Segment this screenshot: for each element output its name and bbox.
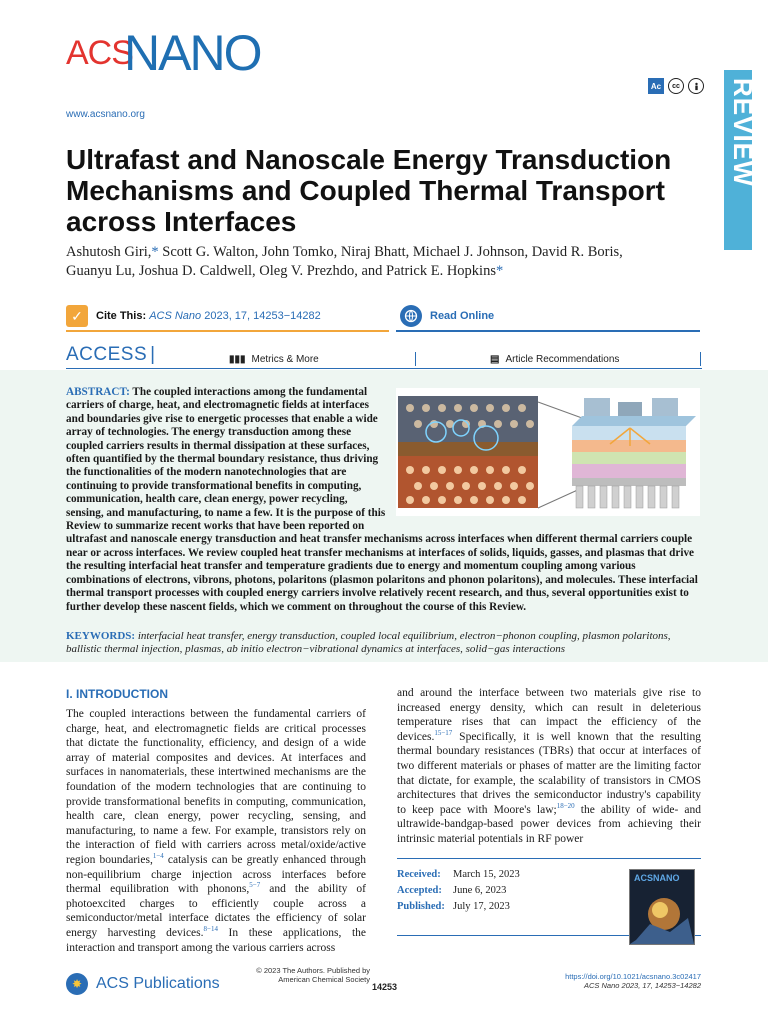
ref-link[interactable]: 1−4 bbox=[152, 852, 164, 861]
section-heading: I. INTRODUCTION bbox=[66, 687, 168, 701]
cite-journal[interactable]: ACS Nano bbox=[149, 310, 202, 322]
ref-link[interactable]: 8−14 bbox=[203, 925, 218, 934]
divider bbox=[415, 352, 416, 366]
metrics-link[interactable]: ▮▮▮ Metrics & More bbox=[229, 354, 319, 365]
journal-cover-thumbnail[interactable] bbox=[629, 869, 695, 945]
ref-link[interactable]: 5−7 bbox=[249, 881, 261, 890]
cite-this[interactable] bbox=[66, 302, 389, 332]
globe-icon bbox=[400, 305, 422, 327]
section-label: REVIEW bbox=[728, 78, 758, 187]
keywords-text: interfacial heat transfer, energy transduction, coupled local equilibrium, electron−phonon coupling, plasmon polaritons, ballistic thermal injection, plasmas, ab initio electron−vibrational dynamics at interfaces, solid−gas interactions bbox=[66, 630, 671, 656]
publication-dates bbox=[397, 858, 701, 936]
cite-label: Cite This: bbox=[96, 310, 147, 322]
document-icon: ▤ bbox=[490, 354, 500, 365]
page-number: 14253 bbox=[372, 982, 398, 992]
cover-title: ACSNANO bbox=[634, 873, 680, 883]
copyright: © 2023 The Authors. Published by American Chemical Society bbox=[256, 966, 370, 984]
publisher-name: ACS Publications bbox=[96, 975, 220, 992]
logo-nano: NANO bbox=[124, 25, 261, 81]
ref-link[interactable]: 15−17 bbox=[434, 728, 453, 737]
license-icons bbox=[648, 78, 704, 94]
accepted-date: Accepted: June 6, 2023 bbox=[397, 885, 507, 896]
abstract-text: The coupled interactions among the fundamental carriers of charge, heat, and electromagnetic fields at interfaces and boundaries give rise to energetic processes that enable a wide array of technologies. The energy transduction among these coupled carriers results in thermal dissipation at these surfaces, often quantified by the thermal boundary resistance, thus driving the functionalities of the modern nanotechnologies that are continuing to provide transformational benefits in computing, communication, health care, clean energy, power recycling, sensing, and manufacturing, to name a few. It is the purpose of this Review to summarize recent works that have been reported on ultrafast and nanoscale energy transduction and heat transfer mechanisms across interfaces when different thermal carriers couple near or across interfaces. We review coupled heat transfer mechanisms at interfaces of solids, liquids, gasses, and plasmas that drive the resulting interfacial heat transfer and temperature gradients due to energy and momentum coupling among various combinations of electrons, vibrons, photons, polaritons (plasmon polaritons and phonon polaritons), and molecules. These interfacial thermal transport processes with coupled energy carriers involve relatively recent research, and thus, several opportunities exist to further develop these nascent fields, which we comment on throughout the course of this Review. bbox=[66, 386, 698, 613]
access-bar bbox=[66, 344, 702, 369]
bar-chart-icon: ▮▮▮ bbox=[229, 354, 246, 365]
publisher-logo[interactable] bbox=[66, 973, 220, 995]
abstract-body bbox=[66, 386, 700, 614]
corresponding-mark[interactable]: * bbox=[151, 244, 159, 260]
read-online-button[interactable] bbox=[396, 302, 700, 332]
doi-block bbox=[500, 972, 701, 990]
author-first[interactable]: Ashutosh Giri, bbox=[66, 244, 152, 260]
access-label[interactable]: ACCESS | bbox=[66, 344, 156, 366]
divider bbox=[700, 352, 701, 366]
received-date: Received: March 15, 2023 bbox=[397, 869, 520, 880]
check-icon: ✓ bbox=[66, 305, 88, 327]
toc-graphic bbox=[396, 388, 700, 516]
article-title: Ultrafast and Nanoscale Energy Transduction Mechanisms and Coupled Thermal Transport across Interfaces bbox=[66, 144, 672, 237]
journal-url[interactable]: www.acsnano.org bbox=[66, 109, 145, 120]
body-column-right: and around the interface between two materials give rise to increased energy density, which can result in deleterious temperature rises that can impact the efficiency of the devices.$^{15-17}$ Specifically, it is well known that the resulting thermal boundary resistances (TBRs) that occur at interfaces of two different materials or phases of matter are the limiting factor that dictate, for example, the scalability of transistors in CMOS architectures that drives the semiconductor industry's capability to keep pace with Moore's law;$^{18-20}$ the ability of wide- and ultrawide-bandgap-based power devices from achieving their intrinsic material potentials in RF power bbox=[397, 687, 701, 845]
read-online-label: Read Online bbox=[430, 310, 495, 322]
author-list bbox=[66, 243, 716, 281]
published-date: Published: July 17, 2023 bbox=[397, 901, 510, 912]
ref-link[interactable]: 18−20 bbox=[556, 801, 575, 810]
corresponding-mark-2[interactable]: * bbox=[495, 263, 504, 279]
keywords bbox=[66, 630, 700, 657]
body-column-left: The coupled interactions between the fundamental carriers of charge, heat, and electromagnetic fields are critical processes that dictate the functionality, efficiency, and design of a wide array of material composites and devices. At interfaces and surfaces in nanomaterials, these intertwined mechanisms are the foundation of the modern technologies that are continuing to provide transformational benefits in computing, communication, health care, clean energy, power recycling, sensing, and manufacturing, to name a few. For example, transistors rely on the interaction of field with carriers across metal/oxide/active region boundaries,$^{1-4}$ catalysis can be greatly enhanced through non-equilibrium charge injection across interfaces before thermal equilibration with phonons,$^{5-7}$ and the ability of photoexcited charges to efficiently couple across a semiconductor/metal interface dictates the efficiency of solar energy harvesting devices.$^{8-14}$ In these applications, the interaction and transport among the various carriers across bbox=[66, 708, 367, 954]
by-icon[interactable] bbox=[688, 78, 704, 94]
cc-icon[interactable]: cc bbox=[668, 78, 684, 94]
cite-text bbox=[96, 310, 321, 322]
section-band bbox=[724, 70, 758, 250]
abstract-heading: ABSTRACT: bbox=[66, 386, 130, 398]
ac-icon[interactable]: Ac bbox=[648, 78, 664, 94]
authors-line2[interactable]: Guanyu Lu, Joshua D. Caldwell, Oleg V. Prezhdo, and Patrick E. Hopkins bbox=[66, 263, 496, 279]
recommendations-link[interactable]: ▤ Article Recommendations bbox=[490, 354, 620, 365]
acs-pubs-icon: ✸ bbox=[66, 973, 88, 995]
cite-ref: 2023, 17, 14253−14282 bbox=[201, 310, 321, 322]
footer-citation: ACS Nano 2023, 17, 14253−14282 bbox=[584, 981, 701, 990]
abstract-panel bbox=[0, 370, 768, 662]
doi-link[interactable]: https://doi.org/10.1021/acsnano.3c02417 bbox=[565, 972, 701, 981]
logo-acs: ACS bbox=[66, 34, 133, 72]
keywords-heading: KEYWORDS: bbox=[66, 630, 136, 642]
authors-rest[interactable]: Scott G. Walton, John Tomko, Niraj Bhatt, Michael J. Johnson, David R. Boris, bbox=[158, 244, 623, 260]
